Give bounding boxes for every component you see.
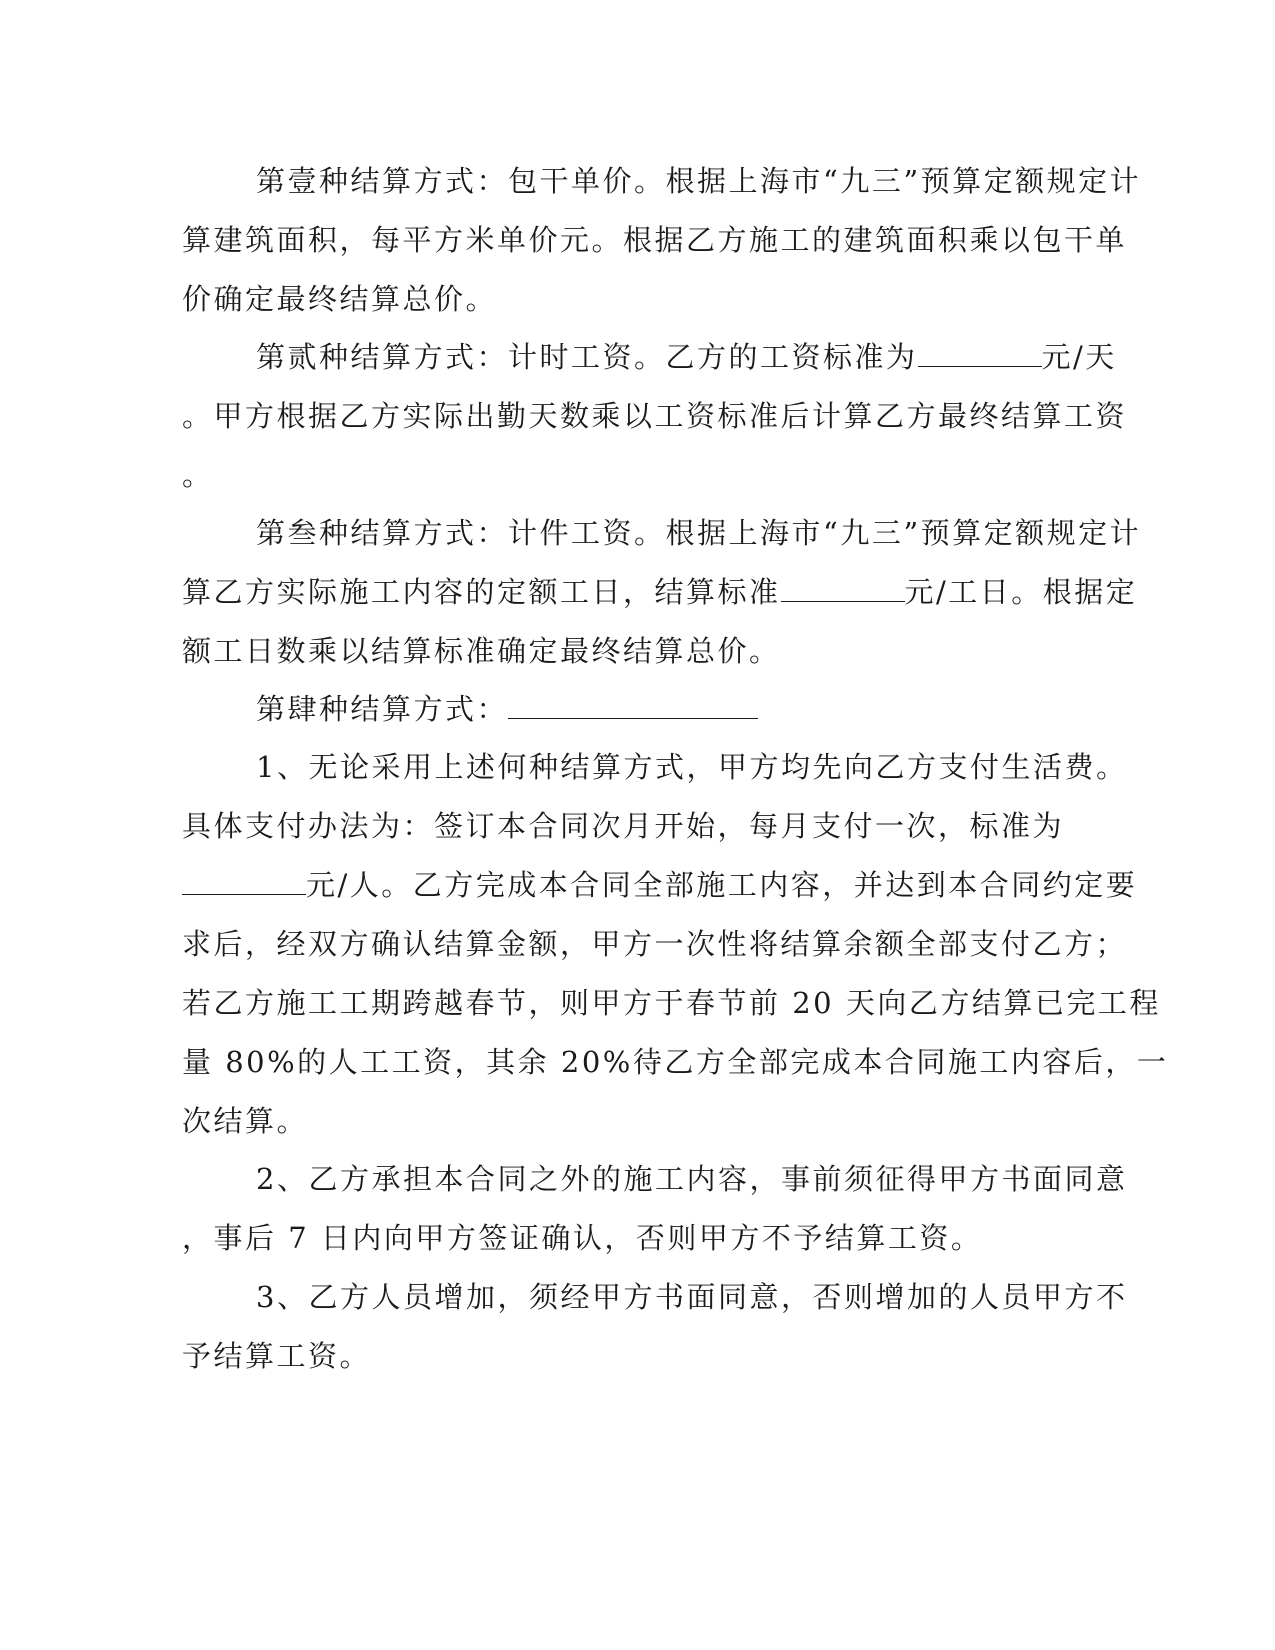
text-line: ，事后 7 日内向甲方签证确认，否则甲方不予结算工资。 [182,1221,983,1255]
fill-in-blank-living-allowance [182,868,306,895]
paragraph-clause-3 [182,1268,1128,1386]
text-line: 予结算工资。 [182,1339,372,1373]
text-line: 2、乙方承担本合同之外的施工内容，事前须征得甲方书面同意 [256,1162,1128,1196]
text-line: 额工日数乘以结算标准确定最终结算总价。 [182,634,781,668]
text-line: 求后，经双方确认结算金额，甲方一次性将结算余额全部支付乙方； [182,927,1128,961]
text-line [182,328,1117,387]
text-line [182,680,1042,739]
text-segment: 第肆种结算方式： [256,692,509,726]
text-segment: 元/工日。根据定 [904,575,1138,609]
paragraph-clause-2 [182,1150,1128,1268]
text-segment: 元/人。乙方完成本合同全部施工内容，并达到本合同约定要 [306,868,1138,902]
paragraph-settlement-method-4 [182,680,1042,739]
paragraph-settlement-method-2 [182,328,1128,505]
text-line: 第壹种结算方式：包干单价。根据上海市“九三”预算定额规定计 [256,164,1142,198]
text-line: 1、无论采用上述何种结算方式，甲方均先向乙方支付生活费。 [256,750,1128,784]
text-line: 价确定最终结算总价。 [182,282,498,316]
text-line: 第叁种结算方式：计件工资。根据上海市“九三”预算定额规定计 [256,516,1142,550]
text-line: 。 [182,458,214,492]
text-line: 。甲方根据乙方实际出勤天数乘以工资标准后计算乙方最终结算工资 [182,399,1128,433]
text-line [182,856,1138,915]
text-line: 3、乙方人员增加，须经甲方书面同意，否则增加的人员甲方不 [256,1280,1128,1314]
text-line: 具体支付办法为：签订本合同次月开始，每月支付一次，标准为 [182,809,1065,843]
text-line: 算建筑面积，每平方米单价元。根据乙方施工的建筑面积乘以包干单 [182,223,1128,257]
fill-in-blank-workday-rate [781,575,905,602]
paragraph-clause-1 [182,738,1169,1151]
paragraph-settlement-method-3 [182,504,1142,681]
text-segment: 算乙方实际施工内容的定额工日，结算标准 [182,575,781,609]
text-line: 量 80%的人工工资，其余 20%待乙方全部完成本合同施工内容后，一 [182,1045,1169,1079]
fill-in-blank-other-method [508,692,758,719]
text-line [182,563,1138,622]
text-line: 若乙方施工工期跨越春节，则甲方于春节前 20 天向乙方结算已完工程 [182,986,1161,1020]
text-line: 次结算。 [182,1104,309,1138]
fill-in-blank-daily-wage [918,340,1042,367]
text-segment: 第贰种结算方式：计时工资。乙方的工资标准为 [256,340,918,374]
text-segment: 元/天 [1041,340,1117,374]
paragraph-settlement-method-1 [182,152,1142,329]
